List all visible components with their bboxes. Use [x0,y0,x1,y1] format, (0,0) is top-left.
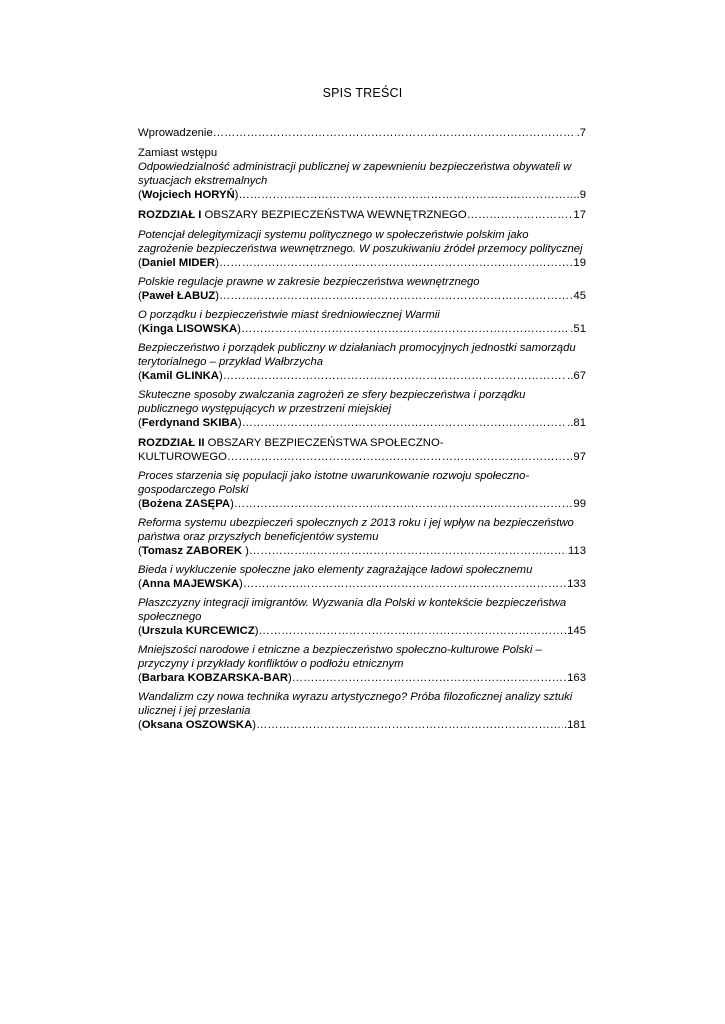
page-number: .181 [564,719,586,731]
author-name: Paweł ŁABUZ [141,290,216,302]
author-line: (Daniel MIDER) [138,257,219,269]
author-name: Wojciech HORYŃ [141,189,235,201]
entry-title: Bieda i wykluczenie społeczne jako elementy zagrażające ładowi społecznemu [138,564,533,576]
entry-title: Skuteczne sposoby zwalczania zagrożeń ze sfery bezpieczeństwa i porządku publicznego występujących w przestrzeni miejskiej [138,389,526,415]
page-number: .7 [576,127,586,139]
entry-title: Odpowiedzialność administracji publicznej w zapewnieniu bezpieczeństwa obywateli w sytuacjach ekstremalnych [138,161,572,187]
entry-title: Wandalizm czy nowa technika wyrazu artystycznego? Próba filozoficznej analizy sztuki ulicznej i jej przesłania [138,691,573,717]
page-number: 97 [573,451,586,463]
chapter-heading [138,208,467,222]
toc-line [138,718,586,732]
toc-entry-chapter-2 [138,436,586,464]
entry-title: Reforma systemu ubezpieczeń społecznych z 2013 roku i jej wpływ na bezpieczeństwo państwa oraz przyszłych beneficjentów systemu [138,517,574,543]
leader-dots [256,718,563,732]
leader-dots [223,369,566,383]
author-name: Bożena ZASĘPA [141,498,231,510]
entry-title: Potencjał delegitymizacji systemu politycznego w społeczeństwie polskim jako zagrożenie bezpieczeństwa wewnętrznego. W poszukiwaniu źródeł przemocy politycznej [138,229,583,255]
toc-line [138,577,586,591]
toc-entry [138,228,586,270]
page-number: 145 [567,625,586,637]
entry-title: Mniejszości narodowe i etniczne a bezpieczeństwo społeczno-kulturowe Polski – przyczyny i przykłady konfliktów o podłożu etnicznym [138,644,542,670]
toc-line [138,416,586,430]
author-line: (Kamil GLINKA) [138,370,223,382]
author-name: Oksana OSZOWSKA [141,719,253,731]
chapter-label: ROZDZIAŁ II [138,437,205,449]
page-number: .51 [570,323,586,335]
entry-title: Proces starzenia się populacji jako istotne uwarunkowanie rozwoju społeczno-gospodarczego Polski [138,470,530,496]
page-number: 99 [573,498,586,510]
toc-entry [138,275,586,303]
author-name: Ferdynand SKIBA [141,417,238,429]
leader-dots [219,289,572,303]
author-name: Urszula KURCEWICZ [141,625,255,637]
leader-dots [249,544,567,558]
toc-line [138,188,586,202]
chapter-label: ROZDZIAŁ I [138,209,202,221]
author-line: (Urszula KURCEWICZ) [138,625,259,637]
toc-entry [138,643,586,685]
page-number: 19 [573,257,586,269]
toc-entry-introduction [138,126,586,140]
page-title: SPIS TREŚCI [322,86,403,100]
author-name: Kamil GLINKA [141,370,219,382]
page-number: 45 [573,290,586,302]
leader-dots [234,497,573,511]
toc-line [138,450,586,464]
entry-title: Wprowadzenie [138,127,213,139]
page-number: 17 [573,209,586,221]
chapter-title-continued: KULTUROWEGO [138,451,227,463]
toc-entry [138,596,586,638]
toc-entry [138,516,586,558]
author-line: (Wojciech HORYŃ) [138,189,239,201]
entry-title: Płaszczyzny integracji imigrantów. Wyzwania dla Polski w kontekście bezpieczeństwa społecznego [138,597,567,623]
page-number: 133 [567,578,586,590]
toc-line [138,256,586,270]
toc-line [138,544,586,558]
toc-line [138,322,586,336]
toc-entry [138,690,586,732]
page-number: ..67 [567,370,586,382]
leader-dots [243,577,566,591]
author-name: Tomasz ZABOREK [141,545,246,557]
toc-entry-foreword [138,146,586,202]
toc-entry [138,388,586,430]
leader-dots [292,671,566,685]
toc-line [138,624,586,638]
page-number: ..81 [567,417,586,429]
leader-dots [238,188,572,202]
entry-title: O porządku i bezpieczeństwie miast średniowiecznej Warmii [138,309,440,321]
toc-line [138,497,586,511]
toc-entry-chapter-1 [138,208,586,222]
entry-title: Polskie regulacje prawne w zakresie bezpieczeństwa wewnętrznego [138,276,480,288]
author-line: (Oksana OSZOWSKA) [138,719,257,731]
chapter-heading [138,436,586,450]
chapter-title: OBSZARY BEZPIECZEŃSTWA SPOŁECZNO- [207,437,444,449]
author-line: (Kinga LISOWSKA) [138,323,241,335]
toc-entry [138,341,586,383]
author-line: (Barbara KOBZARSKA-BAR) [138,672,292,684]
leader-dots [219,256,572,270]
toc-entry [138,308,586,336]
toc-line [138,369,586,383]
author-name: Daniel MIDER [141,257,216,269]
toc-entry [138,563,586,591]
author-line: (Anna MAJEWSKA) [138,578,243,590]
page-number: 163 [567,672,586,684]
author-line: (Paweł ŁABUZ) [138,290,219,302]
author-name: Kinga LISOWSKA [141,323,238,335]
toc-line [138,208,586,222]
leader-dots [213,126,576,140]
author-line: (Tomasz ZABOREK ) [138,545,249,557]
entry-title: Bezpieczeństwo i porządek publiczny w działaniach promocyjnych jednostki samorządu terytorialnego – przykład Wałbrzycha [138,342,576,368]
leader-dots [259,624,567,638]
toc-line [138,671,586,685]
page-number: 113 [567,545,586,557]
table-of-contents [138,126,586,732]
author-line: (Bożena ZASĘPA) [138,498,234,510]
leader-dots [467,208,573,222]
toc-line [138,126,586,140]
author-name: Barbara KOBZARSKA-BAR [141,672,289,684]
toc-line [138,289,586,303]
leader-dots [227,450,573,464]
author-name: Anna MAJEWSKA [141,578,240,590]
toc-entry [138,469,586,511]
section-heading: Zamiast wstępu [138,147,218,159]
leader-dots [242,416,567,430]
leader-dots [241,322,569,336]
page-number: ..9 [573,189,586,201]
chapter-title: OBSZARY BEZPIECZEŃSTWA WEWNĘTRZNEGO [204,209,467,221]
author-line: (Ferdynand SKIBA) [138,417,242,429]
